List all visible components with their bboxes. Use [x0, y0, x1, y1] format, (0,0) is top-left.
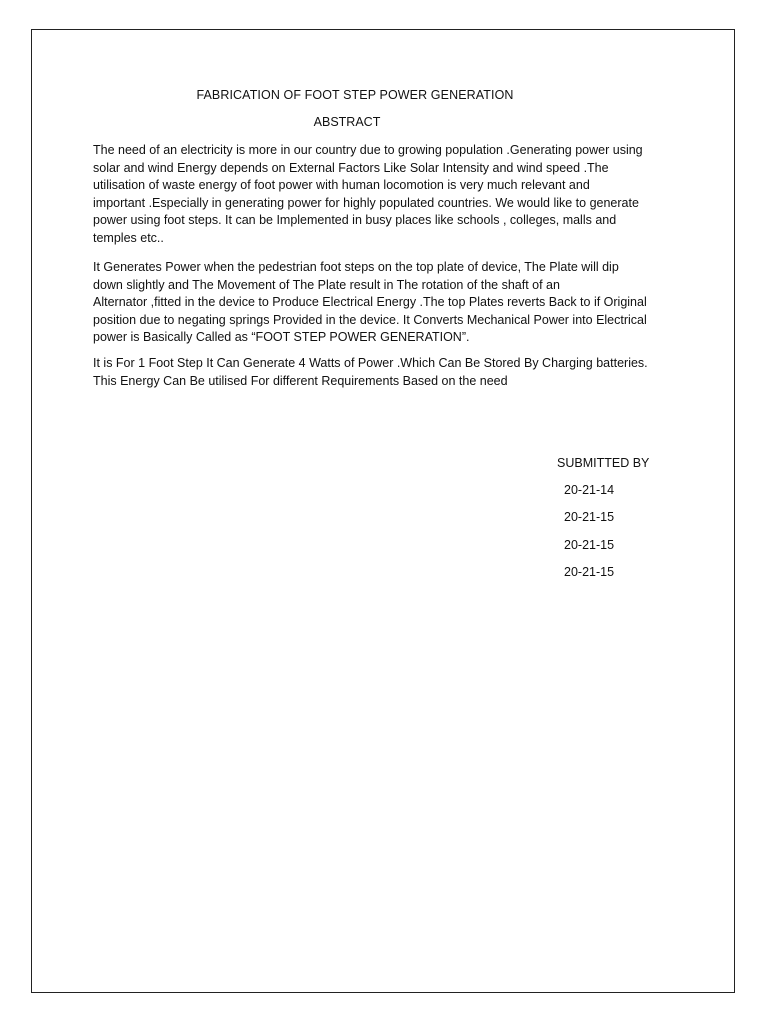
roll-number: 20-21-15 — [564, 510, 615, 524]
paragraph-line: It is For 1 Foot Step It Can Generate 4 Watts of Power .Which Can Be Stored By Charging batteries. — [93, 356, 648, 370]
submitted-by-label: SUBMITTED BY — [557, 456, 650, 470]
abstract-paragraph-3 — [93, 355, 683, 390]
paragraph-line: The need of an electricity is more in our country due to growing population .Generating power using — [93, 143, 643, 157]
document-title: FABRICATION OF FOOT STEP POWER GENERATION — [196, 88, 514, 102]
abstract-paragraph-2 — [93, 259, 683, 347]
roll-number: 20-21-14 — [564, 483, 615, 497]
paragraph-line: important .Especially in generating power for highly populated countries. We would like to generate — [93, 195, 639, 210]
paragraph-line: This Energy Can Be utilised For different Requirements Based on the need — [93, 373, 508, 388]
paragraph-line: power is Basically Called as “FOOT STEP POWER GENERATION”. — [93, 330, 470, 345]
roll-number: 20-21-15 — [564, 565, 615, 579]
abstract-heading: ABSTRACT — [313, 115, 381, 129]
paragraph-line: solar and wind Energy depends on External Factors Like Solar Intensity and wind speed .The — [93, 160, 609, 175]
abstract-paragraph-1 — [93, 142, 683, 248]
paragraph-line: utilisation of waste energy of foot power with human locomotion is very much relevant and — [93, 178, 590, 193]
paragraph-line: down slightly and The Movement of The Plate result in The rotation of the shaft of an — [93, 277, 560, 292]
paragraph-line: It Generates Power when the pedestrian foot steps on the top plate of device, The Plate will dip — [93, 260, 619, 274]
paragraph-line: position due to negating springs Provided in the device. It Converts Mechanical Power into Electrical — [93, 312, 647, 327]
paragraph-line: Alternator ,fitted in the device to Produce Electrical Energy .The top Plates reverts Back to if Original — [93, 295, 647, 310]
paragraph-line: power using foot steps. It can be Implemented in busy places like schools , colleges, malls and — [93, 213, 617, 228]
paragraph-line: temples etc.. — [93, 230, 164, 245]
roll-number: 20-21-15 — [564, 538, 615, 552]
